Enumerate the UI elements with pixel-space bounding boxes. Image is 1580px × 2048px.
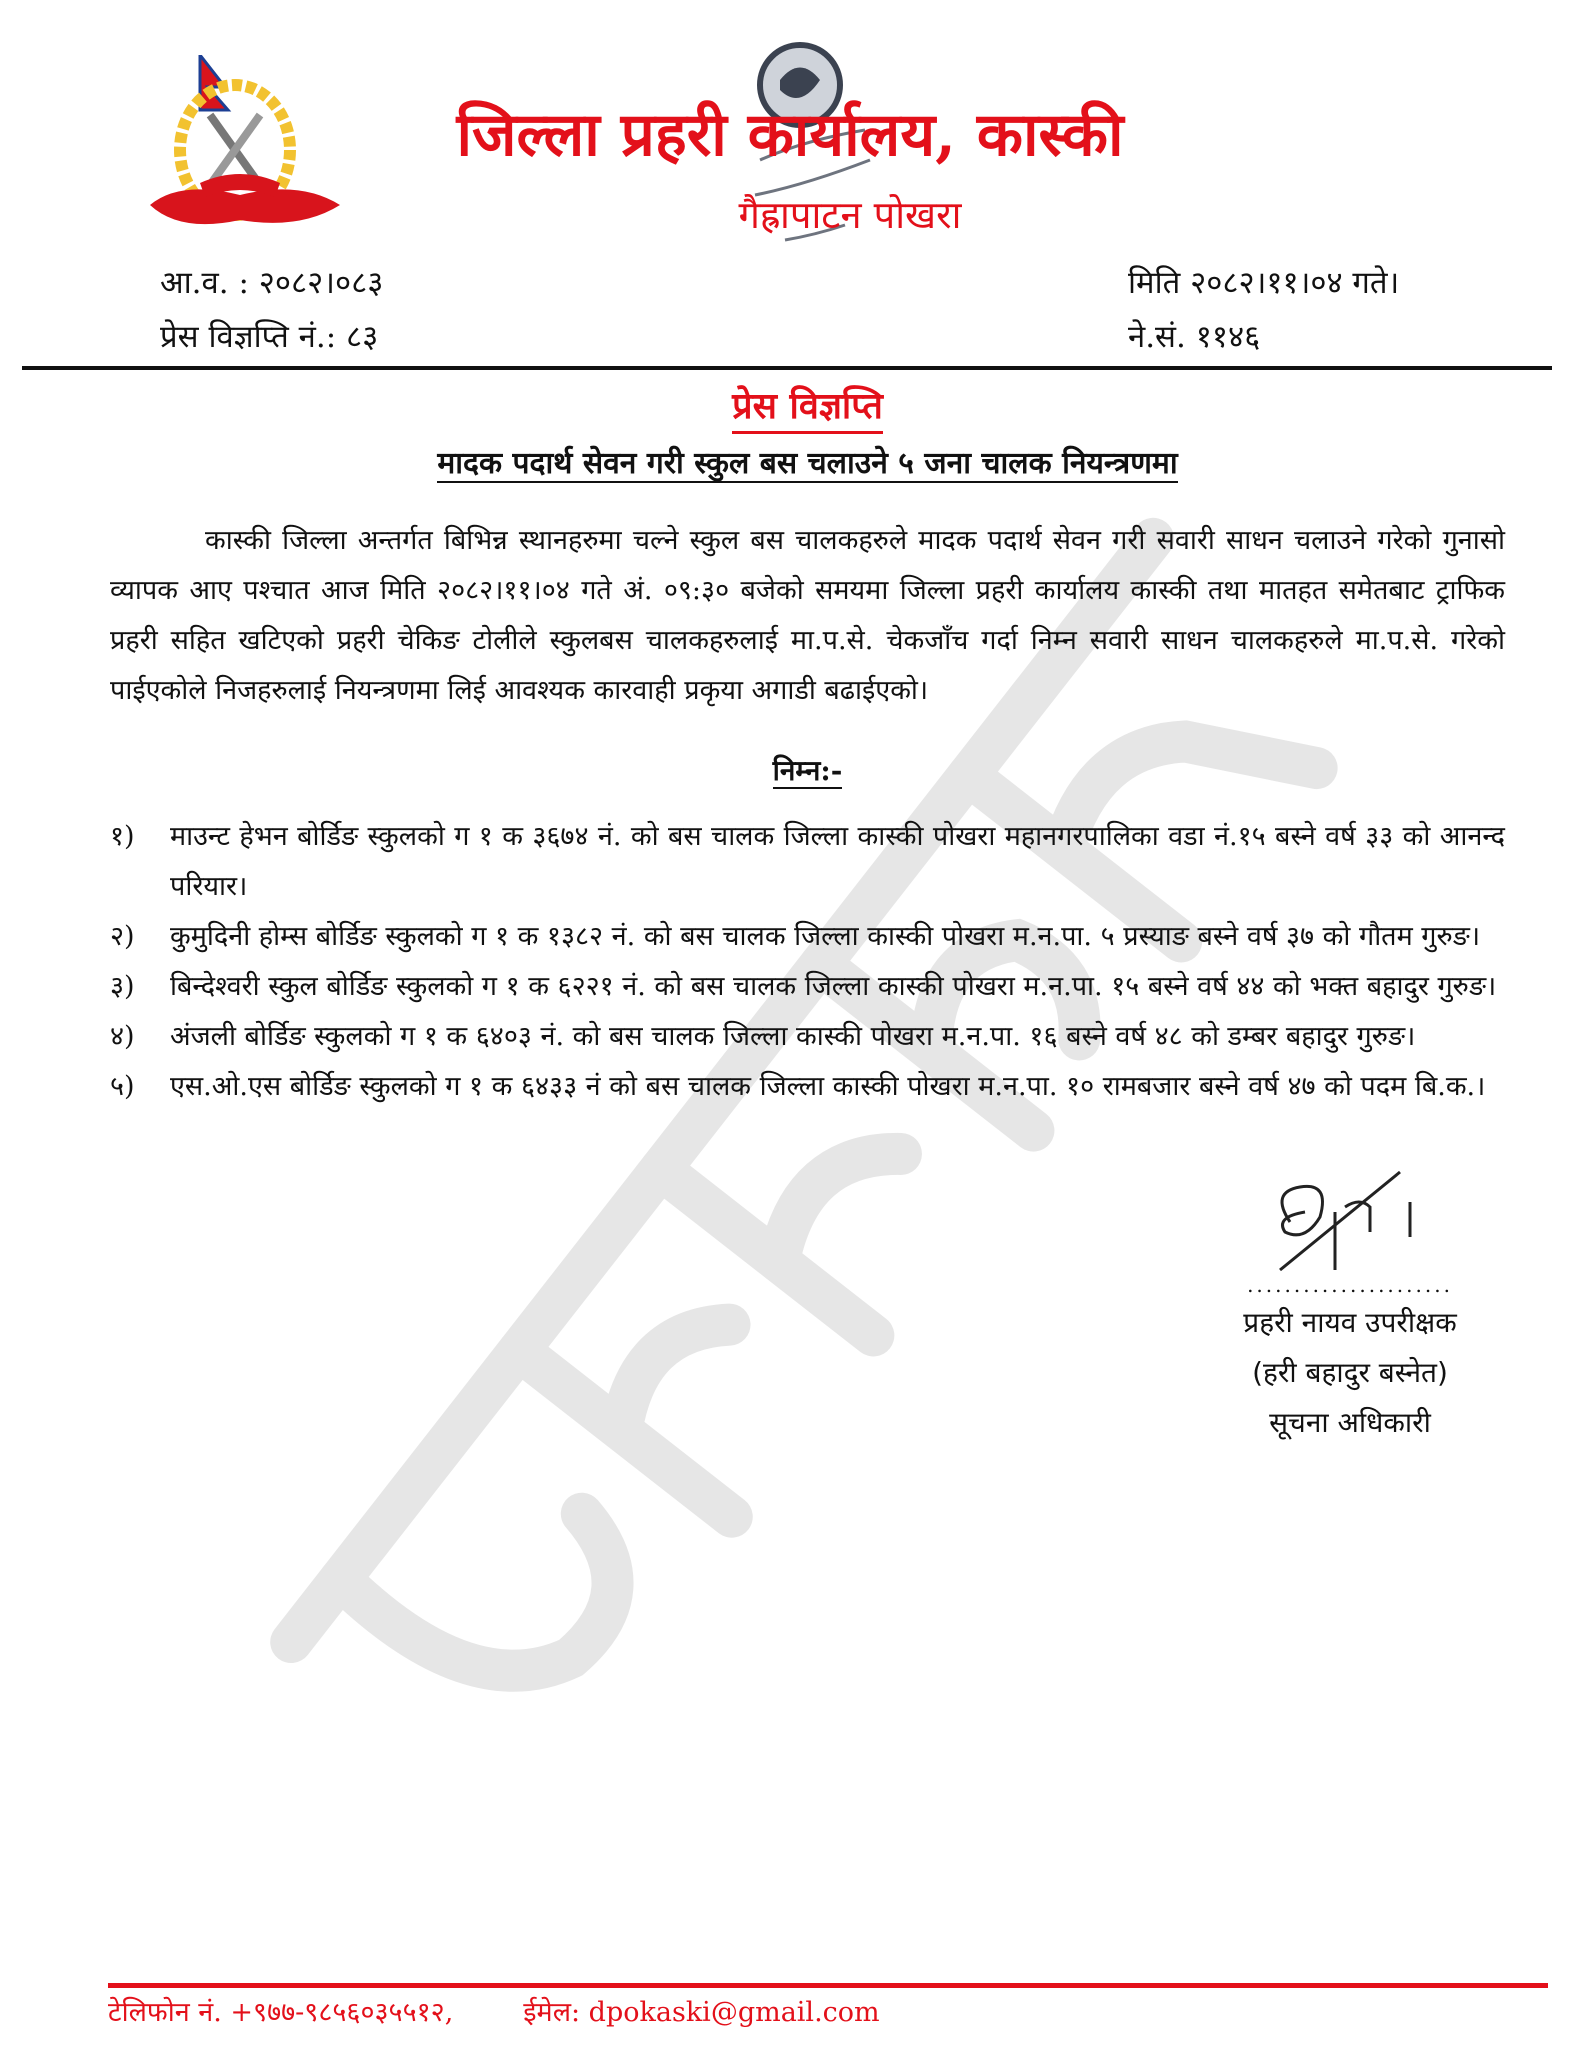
list-item [110,1062,1505,1112]
item-number: १) [110,821,135,852]
footer [108,1993,1548,2033]
document-title [110,378,1505,434]
signature [1250,1162,1450,1272]
document-content [110,378,1505,1448]
office-location: गैह्रापाटन पोखरा [738,193,962,237]
signature-line: ...................... [1247,1273,1453,1297]
fiscal-year: आ.व. : २०८२।०८३ [160,265,384,301]
date: मिति २०८२।११।०४ गते। [1128,265,1400,301]
footer-divider [108,1983,1548,1988]
footer-phone: टेलिफोन नं. +९७७-९८५६०३५५१२, [108,1997,454,2028]
signatory-designation: प्रहरी नायव उपरीक्षक [1243,1306,1457,1339]
body-paragraph: कास्की जिल्ला अन्तर्गत बिभिन्न स्थानहरुमा चल्ने स्कुल बस चालकहरुले मादक पदार्थ सेवन गरी सवारी साधन चलाउने गरेको गुनासो व्यापक आए पश्चात आज मिति २०८२।११।०४ गते अं. ०९:३० बजेको समयमा जिल्ला प्रहरी कार्यालय कास्की तथा मातहत समेतबाट ट्राफिक प्रहरी सहित खटिएको प्रहरी चेकिङ टोलीले स्कुलबस चालकहरुलाई मा.प.से. चेकजाँच गर्दा निम्न सवारी साधन चालकहरुले मा.प.से. गरेको पाईएकोले निजहरुलाई नियन्त्रणमा लिई आवश्यक कारवाही प्रकृया अगाडी बढाईएको। [110,525,1505,706]
item-text: बिन्देश्वरी स्कुल बोर्डिङ स्कुलको ग १ क ६२२१ नं. को बस चालक जिल्ला कास्की पोखरा म.न.पा. १५ बस्ने वर्ष ४४ को भक्त बहादुर गुरुङ। [170,971,1497,1002]
nepal-sambat: ने.सं. ११४६ [1128,319,1261,355]
driver-list [110,812,1505,1112]
list-item [110,812,1505,912]
signatory-role: सूचना अधिकारी [1269,1406,1431,1439]
headline-text: मादक पदार्थ सेवन गरी स्कुल बस चलाउने ५ जना चालक नियन्त्रणमा [437,446,1178,481]
office-title: जिल्ला प्रहरी कार्यालय, कास्की [456,100,1124,170]
item-number: २) [110,921,135,952]
list-heading [110,746,1505,796]
headline [110,442,1505,486]
header-divider [22,366,1552,370]
item-number: ३) [110,971,135,1002]
press-release-number: प्रेस विज्ञप्ति नं.: ८३ [160,319,379,355]
document-title-text: प्रेस विज्ञप्ति [732,385,883,434]
item-text: अंजली बोर्डिङ स्कुलको ग १ क ६४०३ नं. को बस चालक जिल्ला कास्की पोखरा म.न.पा. १६ बस्ने वर्ष ४८ को डम्बर बहादुर गुरुङ। [170,1021,1416,1052]
item-text: एस.ओ.एस बोर्डिङ स्कुलको ग १ क ६४३३ नं को बस चालक जिल्ला कास्की पोखरा म.न.पा. १० रामबजार बस्ने वर्ष ४७ को पदम बि.क.। [170,1071,1486,1102]
item-number: ५) [110,1071,135,1102]
list-heading-text: निम्न:- [772,754,843,787]
list-item [110,912,1505,962]
item-text: माउन्ट हेभन बोर्डिङ स्कुलको ग १ क ३६७४ नं. को बस चालक जिल्ला कास्की पोखरा महानगरपालिका वडा नं.१५ बस्ने वर्ष ३३ को आनन्द परियार। [170,821,1505,902]
list-item [110,962,1505,1012]
item-number: ४) [110,1021,135,1052]
list-item [110,1012,1505,1062]
item-text: कुमुदिनी होम्स बोर्डिङ स्कुलको ग १ क १३८२ नं. को बस चालक जिल्ला कास्की पोखरा म.न.पा. ५ प्रस्याङ बस्ने वर्ष ३७ को गौतम गुरुङ। [170,921,1481,952]
footer-email[interactable]: ईमेल: dpokaski@gmail.com [523,1997,880,2028]
signatory-name: (हरी बहादुर बस्नेत) [1252,1356,1448,1389]
signature-block [1150,1162,1550,1448]
